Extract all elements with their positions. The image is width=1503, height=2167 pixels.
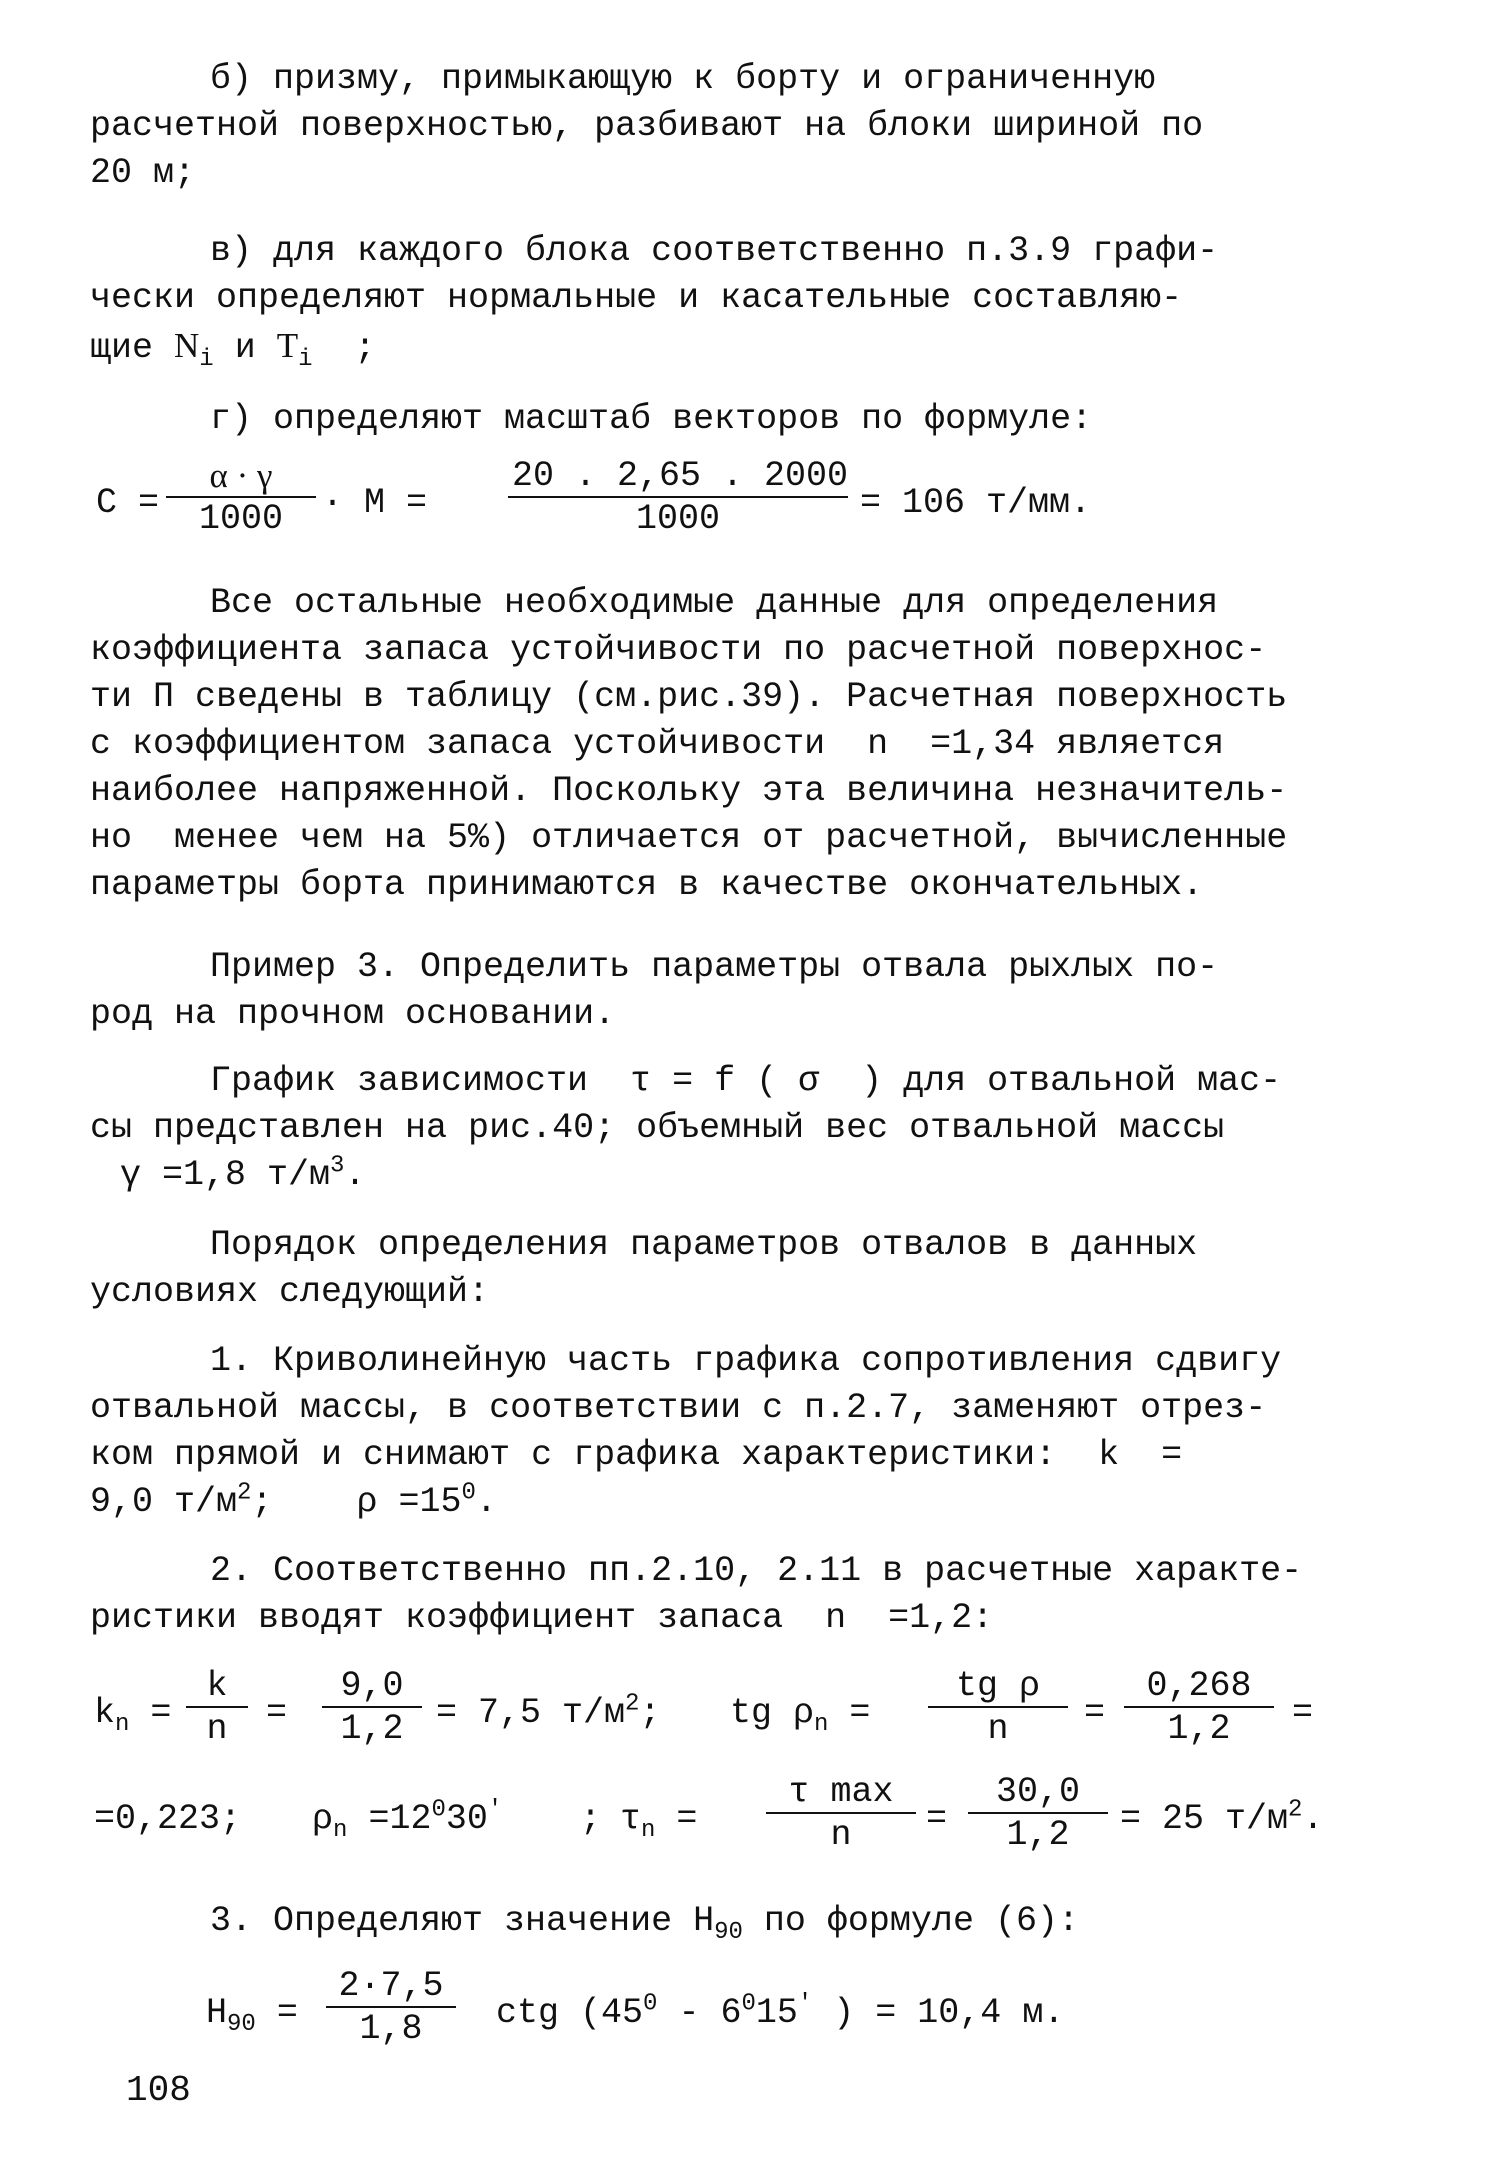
formula-pn-fraction-2: $\frac{30,0}{1,2}$ [968, 1772, 1108, 1856]
formula-pn-semicolon: ; [580, 1799, 602, 1839]
formula-c-mult: · M = [322, 483, 428, 523]
formula-pn-part1: =0,223; [94, 1799, 242, 1839]
formula-pn-rho: $\rho_n =12^030'$ [312, 1796, 503, 1844]
item-v-line-3: щие $N_i$ и $T_i$ ; [90, 326, 376, 373]
graph-paragraph [90, 1058, 1440, 1199]
formula-tg-eq: = [1084, 1693, 1106, 1733]
item-v-paragraph [90, 228, 1440, 372]
formula-tg-fraction-1: $\frac{\text{tg ρ}}{n}$ [928, 1666, 1068, 1750]
formula-pn-eq: = [926, 1799, 948, 1839]
page-number: 108 [126, 2070, 191, 2111]
para-line: коэффициента запаса устойчивости по расчетной поверхнос- [90, 630, 1267, 670]
formula-kn-fraction-1: $\frac{k}{n}$ [186, 1666, 248, 1750]
para-all-data [90, 580, 1440, 909]
graph-line: сы представлен на рис.40; объемный вес отвальной массы [90, 1108, 1225, 1148]
formula-kn-lhs: $k_n$ = [94, 1693, 172, 1738]
order-line: Порядок определения параметров отвалов в данных [210, 1225, 1198, 1265]
step-2-line: 2. Соответственно пп.2.10, 2.11 в расчетные характе- [210, 1551, 1303, 1591]
item-v-line: в) для каждого блока соответственно п.3.9 графи- [210, 231, 1219, 271]
step-1-paragraph [90, 1338, 1440, 1526]
formula-kn-result: = 7,5 $т/м^2$; [436, 1690, 661, 1733]
para-line: с коэффициентом запаса устойчивости n =1,34 является [90, 724, 1225, 764]
item-v-line: чески определяют нормальные и касательные составляю- [90, 278, 1183, 318]
formula-pn-fraction-1: τ max n [766, 1772, 916, 1856]
formula-kn-fraction-2: $\frac{9,0}{1,2}$ [322, 1666, 422, 1750]
para-line: параметры борта принимаются в качестве окончательных. [90, 865, 1204, 905]
formula-pn-result: = 25 $т/м^2$. [1120, 1796, 1324, 1839]
step-1-line: 1. Криволинейную часть графика сопротивления сдвигу [210, 1341, 1282, 1381]
formula-c-fraction-2: $\frac{20 . 2,65 . 2000}{1000}$ [508, 456, 848, 540]
para-line: ти П сведены в таблицу (см.рис.39). Расчетная поверхность [90, 677, 1288, 717]
para-line: Все остальные необходимые данные для определения [210, 583, 1219, 623]
step-3-paragraph [90, 1898, 1440, 1945]
example-line: род на прочном основании. [90, 994, 616, 1034]
item-b-line: расчетной поверхностью, разбивают на блоки шириной по [90, 106, 1204, 146]
step-1-line: ком прямой и снимают с графика характеристики: k = [90, 1435, 1183, 1475]
formula-c-fraction-1: $\frac{\alpha \cdot \gamma}{1000}$ [166, 456, 316, 540]
formula-pn-tau: $\tau_n$ = [620, 1799, 698, 1844]
formula-c-lhs: C = [96, 483, 160, 523]
item-b-line: 20 м; [90, 153, 196, 193]
formula-tg-fraction-2: $\frac{0,268}{1,2}$ [1124, 1666, 1274, 1750]
formula-h90-lhs: $H_{90}$ = [206, 1993, 298, 2038]
step-2-paragraph [90, 1548, 1440, 1642]
formula-tg-trailing-eq: = [1292, 1693, 1314, 1733]
formula-tg-lhs: tg $\rho_n$ = [730, 1693, 871, 1738]
item-b-paragraph [90, 56, 1440, 197]
item-b-line: б) призму, примыкающую к борту и ограниченную [210, 59, 1156, 99]
order-line: условиях следующий: [90, 1272, 490, 1312]
step-1-line-4: 9,0 $т/м^2$; $\rho =15^0$. [90, 1479, 497, 1522]
example-3-paragraph [90, 944, 1440, 1038]
formula-kn-eq: = [266, 1693, 288, 1733]
order-paragraph [90, 1222, 1440, 1316]
para-line: наиболее напряженной. Поскольку эта величина незначитель- [90, 771, 1288, 811]
formula-h90-fraction: $\frac{2\cdot 7,5}{1,8}$ [326, 1966, 456, 2050]
step-2-line: ристики вводят коэффициент запаса n =1,2: [90, 1598, 994, 1638]
item-g-paragraph [90, 396, 1440, 443]
para-line: но менее чем на 5%) отличается от расчетной, вычисленные [90, 818, 1288, 858]
item-g-line: г) определяют масштаб векторов по формуле: [210, 399, 1093, 439]
formula-h90-rhs: ctg ($45^0 - 6^015'$ ) = 10,4 м. [496, 1990, 1065, 2033]
step-3-line: 3. Определяют значение $H_{90}$ по формуле (6): [210, 1901, 1079, 1946]
graph-line-3: γ =1,8 $т/м^3$. [120, 1152, 366, 1195]
graph-line: График зависимости τ = f ( σ ) для отвальной мас- [210, 1061, 1282, 1101]
formula-c-result: = 106 т/мм. [860, 483, 1092, 523]
example-line: Пример 3. Определить параметры отвала рыхлых по- [210, 947, 1219, 987]
step-1-line: отвальной массы, в соответствии с п.2.7, заменяют отрез- [90, 1388, 1267, 1428]
